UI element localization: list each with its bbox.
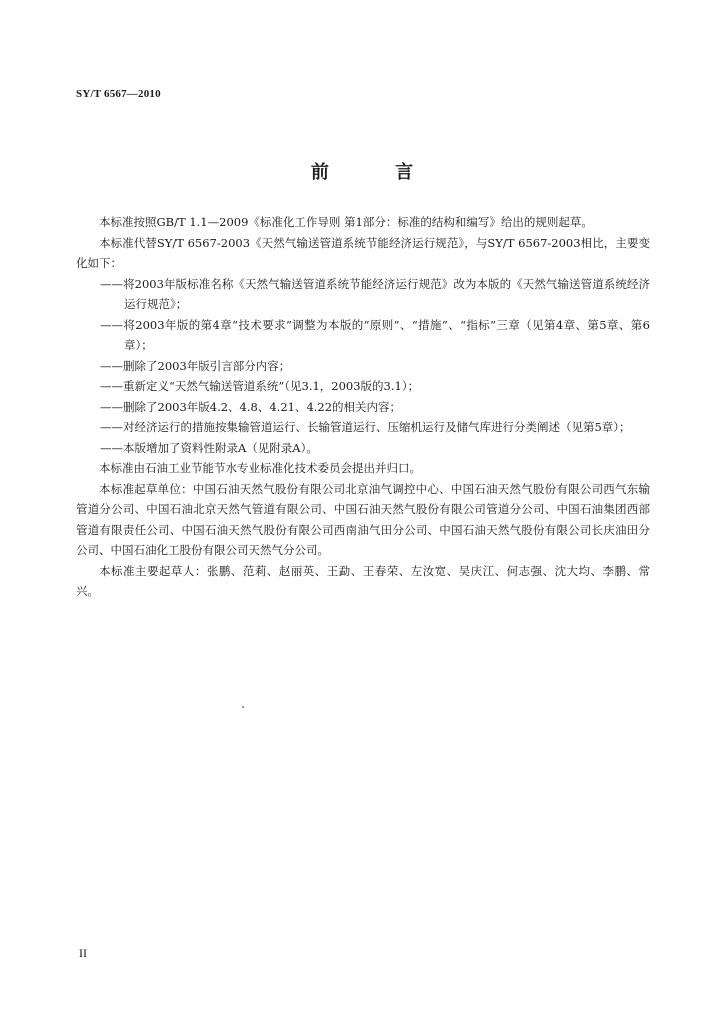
change-item: ——删除了2003年版4.2、4.8、4.21、4.22的相关内容； bbox=[100, 399, 402, 414]
scan-speck bbox=[242, 706, 244, 708]
paragraph-replacement: 本标准代替SY/T 6567-2003《天然气输送管道系统节能经济运行规范》，与SY/T 6567-2003相比，主要变化如下： bbox=[76, 235, 650, 270]
paragraph-drafting-rules: 本标准按照GB/T 1.1—2009《标准化工作导则 第1部分：标准的结构和编写》给出的规则起草。 bbox=[99, 215, 593, 229]
standard-number: SY/T 6567—2010 bbox=[76, 88, 161, 100]
document-body bbox=[76, 212, 650, 602]
change-item: ——对经济运行的措施按集输管道运行、长输管道运行、压缩机运行及储气库进行分类阐述（见第5章）； bbox=[100, 420, 631, 434]
paragraph-drafting-units: 本标准起草单位：中国石油天然气股份有限公司北京油气调控中心、中国石油天然气股份有限公司西气东输管道分公司、中国石油北京天然气管道有限公司、中国石油天然气股份有限公司管道分公司、中国石油集团西部管道有限责任公司、中国石油天然气股份有限公司西南油气田分公司、中国石油天然气股份有限公司长庆油田分公司、中国石油化工股份有限公司天然气分公司。 bbox=[76, 481, 650, 557]
change-item: ——删除了2003年版引言部分内容； bbox=[100, 358, 291, 373]
change-item: ——将2003年版的第4章“技术要求”调整为本版的“原则”、“措施”、“指标”三章（见第4章、第5章、第6章）； bbox=[100, 317, 650, 352]
paragraph-proposer: 本标准由石油工业节能节水专业标准化技术委员会提出并归口。 bbox=[99, 461, 421, 475]
page-title: 前 言 bbox=[310, 162, 444, 183]
page-number: II bbox=[79, 946, 87, 960]
paragraph-drafters: 本标准主要起草人：张鹏、范莉、赵丽英、王勐、王春荣、左汝宽、吴庆江、何志强、沈大均、李鹏、常兴。 bbox=[76, 563, 650, 598]
change-item: ——重新定义“天然气输送管道系统”（见3.1，2003版的3.1）； bbox=[100, 379, 420, 393]
change-item: ——将2003年版标准名称《天然气输送管道系统节能经济运行规范》改为本版的《天然气输送管道系统经济运行规范》； bbox=[100, 276, 650, 311]
change-item: ——本版增加了资料性附录A（见附录A）。 bbox=[100, 440, 318, 455]
